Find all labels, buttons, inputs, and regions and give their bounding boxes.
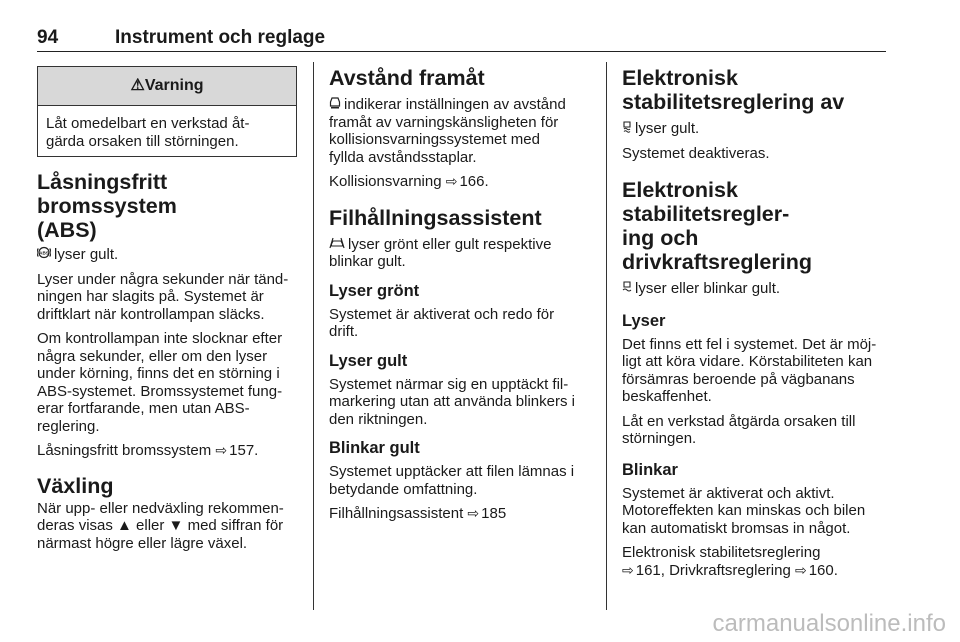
distance-paragraph: indikerar inställningen av avstånd framåt av varningskänsligheten för kollisionsvarningssystemet med fyllda avståndsstaplar.	[329, 96, 566, 166]
svg-text:ABS: ABS	[39, 250, 49, 256]
esc-tc-heading: Elektronisk stabilitetsregler- ing och drivkraftsreglering	[622, 178, 812, 274]
lane-ref-page[interactable]: 185	[481, 505, 507, 522]
warning-box	[37, 66, 297, 157]
distance-reference: Kollisionsvarning ⇨ 166.	[329, 173, 489, 190]
header-divider	[37, 51, 886, 52]
lane-yellow-paragraph: Systemet närmar sig en upptäckt fil- markering utan att använda blinkers i den riktningen.	[329, 375, 575, 428]
lane-paragraph: lyser grönt eller gult respektive blinkar gult.	[329, 235, 552, 270]
page-number: 94	[37, 27, 59, 48]
shift-paragraph: När upp- eller nedväxling rekommen- deras visas ▲ eller ▼ med siffran för närmast högre eller lägre växel.	[37, 499, 284, 552]
distance-heading: Avstånd framåt	[329, 66, 485, 90]
lane-blink-heading: Blinkar gult	[329, 439, 420, 457]
lane-green-paragraph: Systemet är aktiverat och redo för drift.	[329, 305, 555, 340]
esc-blink-heading: Blinkar	[622, 460, 678, 479]
esc-blink-paragraph: Systemet är aktiverat och aktivt. Motoreffekten kan minskas och bilen kan automatiskt bromsas in något.	[622, 484, 866, 537]
esc-tc-icon-line: lyser eller blinkar gult.	[622, 280, 888, 298]
page-ref-icon: ⇨	[622, 561, 634, 578]
lane-blink-paragraph: Systemet upptäcker att filen lämnas i betydande omfattning.	[329, 463, 575, 498]
abs-icon-line: ABS lyser gult.	[37, 246, 299, 264]
lane-reference: Filhållningsassistent ⇨ 185	[329, 505, 507, 522]
page-ref-icon: ⇨	[445, 173, 458, 189]
shift-heading: Växling	[37, 473, 114, 498]
esc-ref-page-2[interactable]: 160.	[808, 561, 838, 579]
column-2	[329, 62, 593, 530]
esc-lyser-heading: Lyser	[622, 311, 666, 330]
warning-title: Varning	[144, 77, 204, 94]
distance-ref-page[interactable]: 166.	[459, 173, 489, 190]
lane-green-heading: Lyser grönt	[329, 281, 420, 300]
lane-heading: Filhållningsassistent	[329, 205, 542, 230]
esc-off-icon	[622, 120, 632, 138]
page-ref-icon: ⇨	[467, 505, 480, 521]
abs-reference: Låsningsfritt bromssystem ⇨ 157.	[37, 442, 259, 459]
warning-text: Låt omedelbart en verkstad åt- gärda orsaken till störningen.	[46, 115, 250, 150]
abs-heading: Låsningsfritt bromssystem (ABS)	[37, 170, 177, 242]
column-divider	[606, 62, 607, 610]
column-3	[622, 62, 888, 586]
abs-icon	[37, 246, 51, 264]
esc-lyser-paragraph-2: Låt en verkstad åtgärda orsaken till störningen.	[622, 412, 856, 447]
watermark: carmanualsonline.info	[712, 610, 946, 637]
warning-header	[38, 67, 296, 106]
abs-ref-page[interactable]: 157.	[229, 442, 259, 459]
esc-off-icon-line: lyser gult.	[622, 120, 888, 138]
page-header	[37, 27, 886, 49]
abs-paragraph: Om kontrollampan inte slocknar efter några sekunder, eller om den lyser under körning, finns det en störning i ABS-systemet. Bromssystemet fung- erar fortfarande, men utan ABS- reglering.	[37, 330, 283, 435]
lane-yellow-heading: Lyser gult	[329, 351, 408, 370]
abs-paragraph: Lyser under några sekunder när tänd- ningen har slagits på. Systemet är driftklart när kontrollampan släcks.	[37, 270, 289, 323]
esc-ref-page-1[interactable]: 161, Drivkraftsreglering	[635, 561, 791, 579]
warning-icon: ⚠	[130, 77, 145, 94]
esc-lyser-paragraph: Det finns ett fel i systemet. Det är möj- ligt att köra vidare. Körstabiliteten kan försämras beroende på vägbanans beskaffenhet.	[622, 335, 877, 405]
esc-icon	[622, 280, 632, 298]
column-1	[37, 62, 299, 559]
page-ref-icon: ⇨	[215, 442, 228, 458]
following-distance-icon	[329, 96, 341, 114]
column-divider	[313, 62, 314, 610]
esc-off-paragraph: Systemet deaktiveras.	[622, 144, 770, 162]
esc-reference: Elektronisk stabilitetsreglering ⇨ 161, Drivkraftsreglering ⇨ 160.	[622, 544, 838, 579]
esc-off-heading: Elektronisk stabilitetsreglering av	[622, 66, 845, 114]
page-ref-icon: ⇨	[794, 561, 807, 578]
lane-keep-icon	[329, 236, 345, 254]
chapter-title: Instrument och reglage	[115, 27, 326, 48]
